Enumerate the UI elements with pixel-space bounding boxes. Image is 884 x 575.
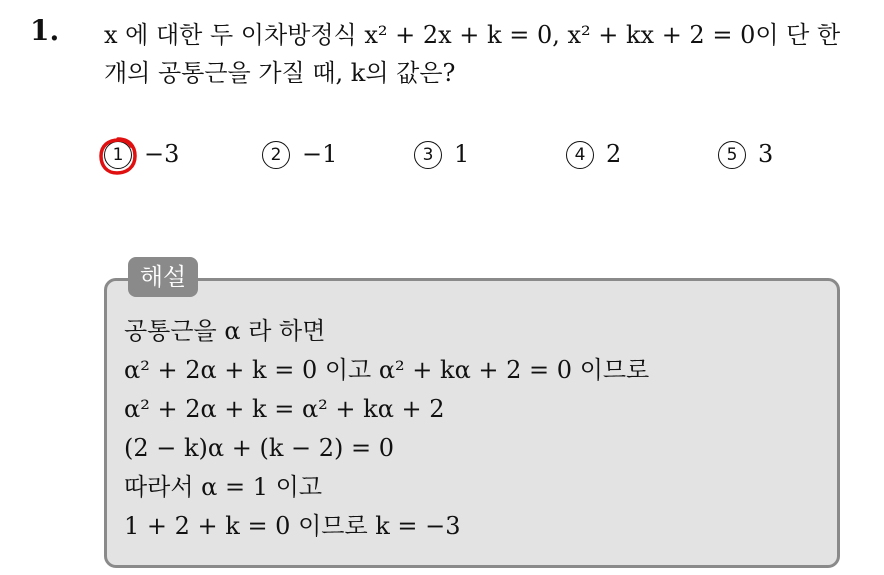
choice-value: −3	[144, 140, 180, 168]
solution-line: α² + 2α + k = α² + kα + 2	[124, 395, 445, 423]
solution-badge: 해설	[128, 257, 198, 297]
solution-line: 1 + 2 + k = 0 이므로 k = −3	[124, 512, 461, 540]
choice-value: 3	[758, 140, 774, 168]
choice-value: 1	[454, 140, 470, 168]
choice-number-marker: 3	[414, 141, 442, 169]
solution-line: 공통근을 α 라 하면	[124, 317, 326, 345]
choice-value: 2	[606, 140, 622, 168]
choice-number-marker: 5	[718, 141, 746, 169]
solution-line: α² + 2α + k = 0 이고 α² + kα + 2 = 0 이므로	[124, 356, 650, 384]
choice-4[interactable]	[566, 140, 621, 169]
solution-line: 따라서 α = 1 이고	[124, 473, 323, 501]
answer-choices	[104, 140, 824, 180]
question-text	[104, 16, 874, 92]
choice-5[interactable]	[718, 140, 773, 169]
choice-2[interactable]	[262, 140, 337, 169]
solution-text	[124, 312, 824, 546]
choice-number-marker: 1	[104, 141, 132, 169]
question-line-2: 개의 공통근을 가질 때, k의 값은?	[104, 59, 456, 87]
choice-3[interactable]	[414, 140, 469, 169]
choice-value: −1	[302, 140, 338, 168]
choice-1[interactable]	[104, 140, 179, 169]
choice-number-marker: 2	[262, 141, 290, 169]
question-number: 1.	[30, 14, 60, 47]
solution-line: (2 − k)α + (k − 2) = 0	[124, 434, 395, 462]
question-line-1: x 에 대한 두 이차방정식 x² + 2x + k = 0, x² + kx + 2 = 0이 단 한	[104, 21, 841, 49]
choice-number-marker: 4	[566, 141, 594, 169]
